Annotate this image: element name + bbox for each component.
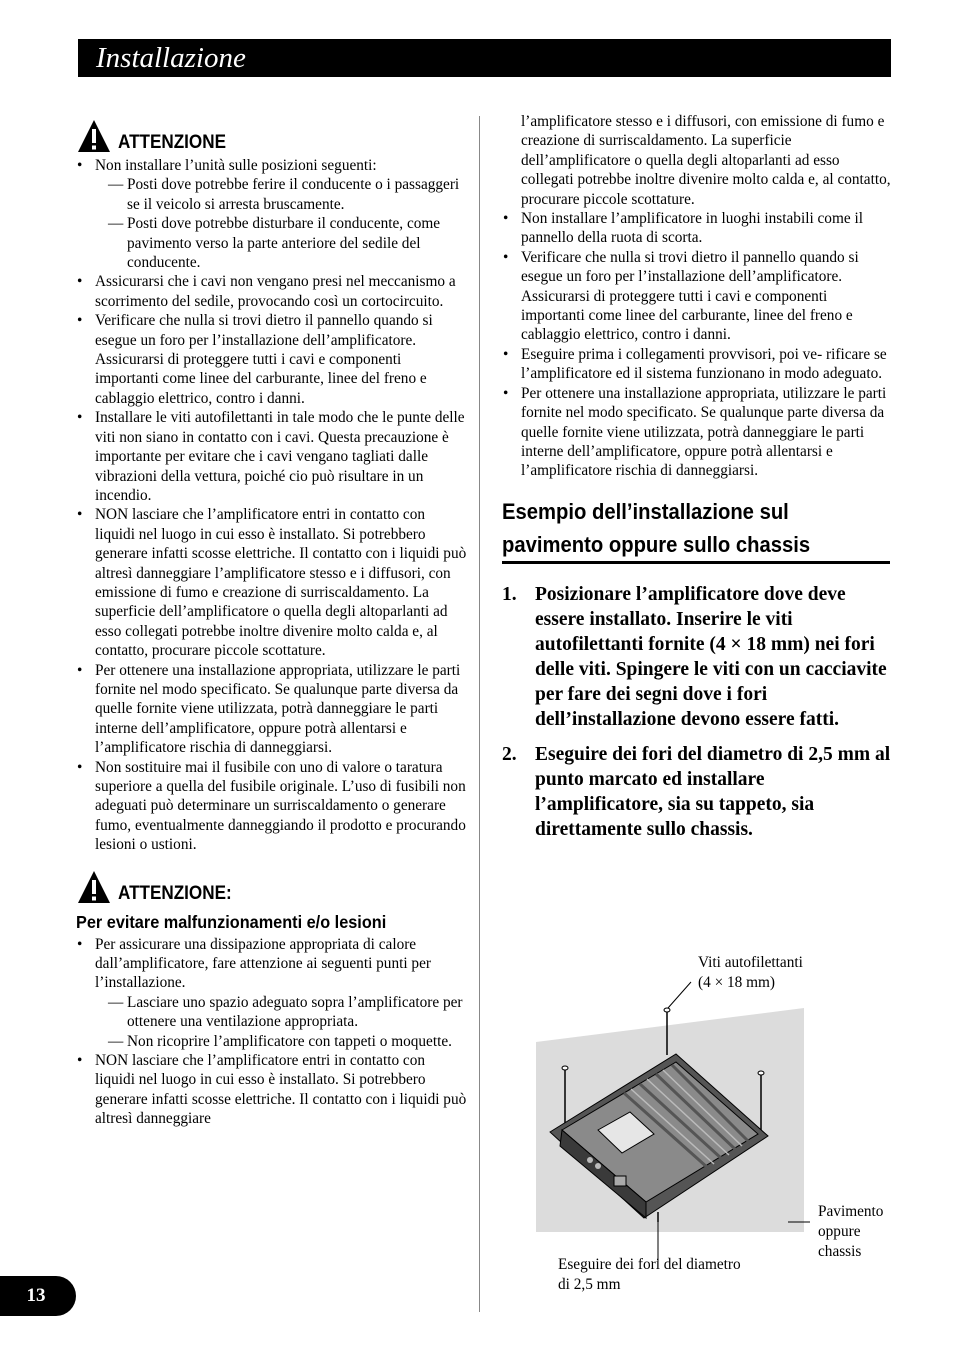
step-number: 1. (502, 583, 517, 605)
section-title: Esempio dell’installazione sul pavimento oppure sullo chassis (502, 495, 890, 564)
list-item: • Verificare che nulla si trovi dietro il pannello quando si esegue un foro per l’installazione dell’amplificatore. Assicurarsi di proteggere tutti i cavi e componenti importanti come linee del carburante, linee del freno e cablaggio elettrico, contro i danni. (76, 311, 468, 408)
warning-label: ATTENZIONE (118, 132, 226, 153)
step-item (502, 582, 894, 732)
sub-list (95, 175, 468, 272)
list-item: • Eseguire prima i collegamenti provvisori, poi ve- rificare se l’amplificatore ed il sistema funzionano in modo adeguato. (502, 345, 894, 384)
list-item: — Lasciare uno spazio adeguato sopra l’amplificatore per ottenere una ventilazione appropriata. (95, 993, 468, 1032)
list-item: — Posti dove potrebbe ferire il conducente o i passaggeri se il veicolo si arresta bruscamente. (95, 175, 468, 214)
screws-label: Viti autofilettanti (4 × 18 mm) (698, 954, 803, 991)
list-item: • Per ottenere una installazione appropriata, utilizzare le parti fornite nel modo specificato. Se qualunque parte diversa da quelle fornite viene utilizzata, potrà danneggiare le parti interne dell’amplificatore, oppure potrà allentarsi e l’amplificatore rischia di danneggiarsi. (76, 661, 468, 758)
warning-list (76, 935, 468, 1129)
page-number: 13 (26, 1285, 46, 1306)
list-item: • NON lasciare che l’amplificatore entri in contatto con liquidi nel luogo in cui esso è installato. Si potrebbero generare infatti scosse elettriche. Il contatto con i liquidi può altresì danneggiare (76, 1051, 468, 1129)
warning-icon (76, 869, 112, 905)
list-item: • Per ottenere una installazione appropriata, utilizzare le parti fornite nel modo specificato. Se qualunque parte diversa da quelle fornite viene utilizzata, potrà danneggiare le parti interne dell’amplificatore, oppure potrà allentarsi e l’amplificatore rischia di danneggiarsi. (502, 384, 894, 481)
drill-holes-label: Eseguire dei fori del diametro di 2,5 mm (558, 1256, 741, 1293)
list-item: • Installare le viti autofilettanti in tale modo che le punte delle viti non siano in contatto con i cavi. Questa precauzione è importante per evitare che i cavi vengano tagliati dalle vibrazioni della vettura, poiché cio può risultare in un incendio. (76, 408, 468, 505)
list-item: • Non sostituire mai il fusibile con uno di valore o taratura superiore a quella del fusibile originale. L’uso di fusibili non adeguati può determinare un surriscaldamento o generare fumo, eventualmente danneggiando il prodotto e procurando lesioni o ustioni. (76, 758, 468, 855)
installation-figure (536, 950, 916, 1310)
warning-list (502, 209, 894, 481)
right-column (502, 112, 894, 852)
list-item: • Verificare che nulla si trovi dietro il pannello quando si esegue un foro per l’installazione dell’amplificatore. Assicurarsi di proteggere tutti i cavi e componenti importanti come linee del carburante, linee del freno e cablaggio elettrico, contro i danni. (502, 248, 894, 345)
step-text: Posizionare l’amplificatore dove deve essere installato. Inserire le viti autofilettanti fornite (4 × 18 mm) nei fori delle viti. Spingere le viti con un cacciavite per fare dei segni dove i fori dell’installazione devono essere fatti. (535, 583, 887, 730)
floor-label: Pavimento oppure chassis (818, 1203, 884, 1260)
step-item (502, 742, 894, 842)
page-number-tab (0, 1276, 76, 1316)
warning-subheading: Per evitare malfunzionamenti e/o lesioni (76, 911, 387, 932)
warning-heading (76, 114, 468, 154)
warning-list (76, 156, 468, 855)
page-title: Installazione (96, 42, 246, 74)
left-column (76, 114, 468, 1129)
list-item: • NON lasciare che l’amplificatore entri in contatto con liquidi nel luogo in cui esso è installato. Si potrebbero generare infatti scosse elettriche. Il contatto con i liquidi può altresì danneggiare l’amplificatore stesso e i diffusori, con emissione di fumo e creazione di surriscaldamento. La superficie dell’amplificatore o quella degli altoparlanti ad esso collegati potrebbe inoltre divenire molto calda e, al contatto, procurare piccole scottature. (76, 505, 468, 660)
header-bar (78, 39, 891, 77)
list-item: • Non installare l’amplificatore in luoghi instabili come il pannello della ruota di scorta. (502, 209, 894, 248)
step-number: 2. (502, 743, 517, 765)
column-divider (479, 116, 480, 1312)
sub-list (95, 993, 468, 1051)
step-text: Eseguire dei fori del diametro di 2,5 mm al punto marcato ed installare l’amplificatore, sia su tappeto, sia direttamente sullo chassis. (535, 743, 891, 840)
warning-heading (76, 865, 468, 905)
list-item: — Non ricoprire l’amplificatore con tappeti o moquette. (95, 1032, 468, 1051)
warning-icon (76, 118, 112, 154)
warning-label: ATTENZIONE: (118, 882, 232, 904)
list-item: • Per assicurare una dissipazione appropriata di calore dall’amplificatore, fare attenzione ai seguenti punti per l’installazione. — Lasciare uno spazio adeguato sopra l’amplificatore per ottenere una ventilazione appropriata. — Non ricoprire l’amplificatore con tappeti o moquette. (76, 935, 468, 1051)
list-item: • Non installare l’unità sulle posizioni seguenti: — Posti dove potrebbe ferire il conducente o i passaggeri se il veicolo si arresta bruscamente. — Posti dove potrebbe disturbare il conducente, come pavimento verso la parte anteriore del sedile del conducente. (76, 156, 468, 272)
list-item: • Assicurarsi che i cavi non vengano presi nel meccanismo a scorrimento del sedile, provocando così un cortocircuito. (76, 272, 468, 311)
list-item: — Posti dove potrebbe disturbare il conducente, come pavimento verso la parte anteriore del sedile del conducente. (95, 214, 468, 272)
steps-list (502, 582, 894, 842)
continued-text: l’amplificatore stesso e i diffusori, con emissione di fumo e creazione di surriscaldamento. La superficie dell’amplificatore o quella degli altoparlanti ad esso collegati potrebbe inoltre divenire molto calda e, al contatto, procurare piccole scottature. (521, 113, 891, 208)
